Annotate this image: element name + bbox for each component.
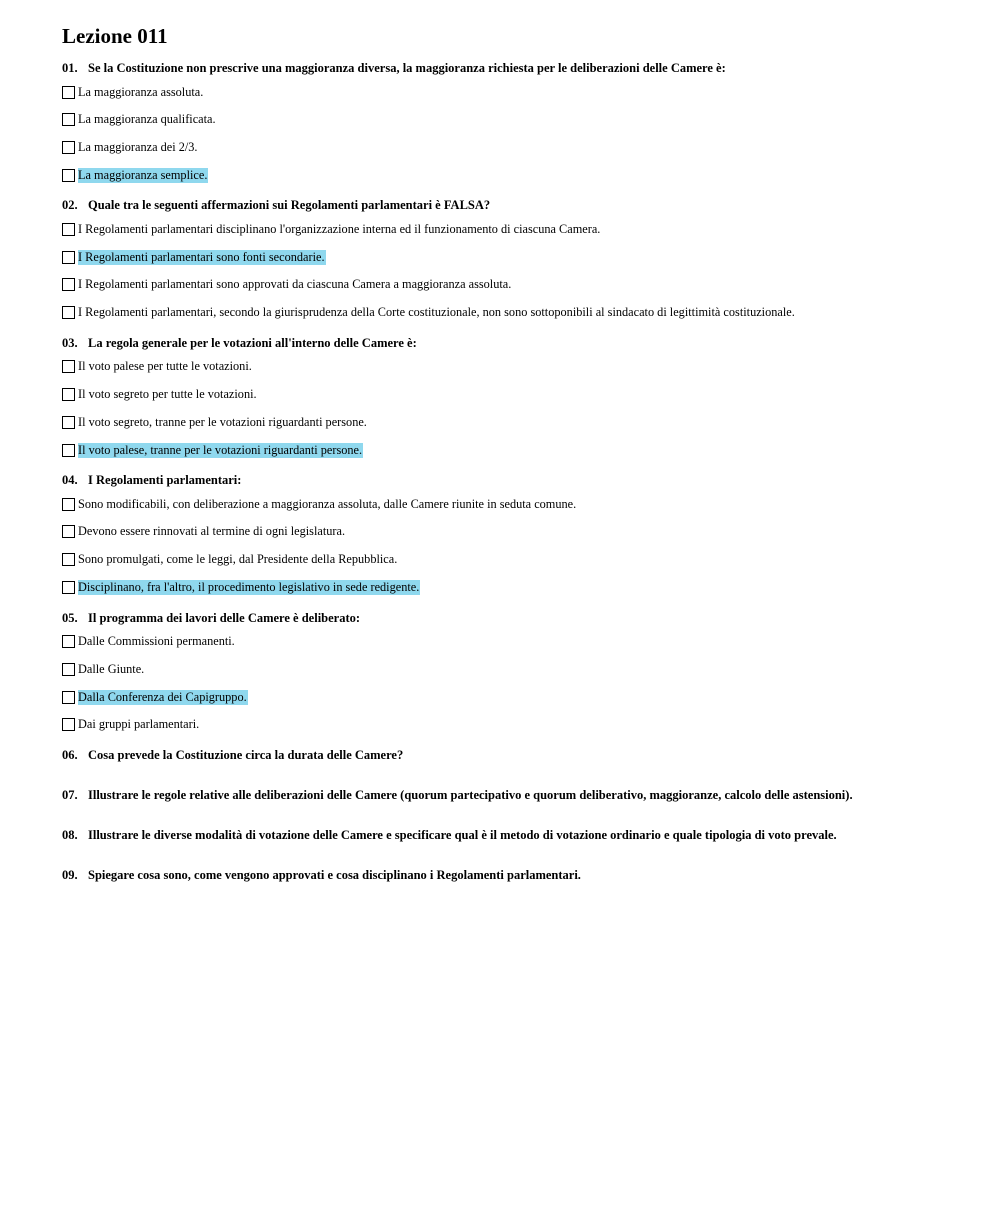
option-text: I Regolamenti parlamentari sono approvati da ciascuna Camera a maggioranza assoluta. bbox=[78, 277, 512, 292]
question-number: 06. bbox=[62, 747, 78, 762]
option-text: Sono modificabili, con deliberazione a maggioranza assoluta, dalle Camere riunite in seduta comune. bbox=[78, 496, 577, 511]
option-text: I Regolamenti parlamentari disciplinano l'organizzazione interna ed il funzionamento di ciascuna Camera. bbox=[78, 221, 601, 236]
question-number: 04. bbox=[62, 473, 78, 488]
checkbox[interactable] bbox=[62, 141, 75, 154]
checkbox[interactable] bbox=[62, 113, 75, 126]
checkbox[interactable] bbox=[62, 635, 75, 648]
answer-option[interactable] bbox=[62, 167, 962, 183]
question-05 bbox=[62, 610, 962, 733]
option-text: Devono essere rinnovati al termine di ogni legislatura. bbox=[78, 524, 346, 539]
question-heading bbox=[62, 610, 962, 626]
question-01 bbox=[62, 60, 962, 183]
question-03 bbox=[62, 335, 962, 458]
option-text: Dai gruppi parlamentari. bbox=[78, 717, 200, 732]
checkbox[interactable] bbox=[62, 251, 75, 264]
checkbox[interactable] bbox=[62, 498, 75, 511]
checkbox[interactable] bbox=[62, 553, 75, 566]
answer-option[interactable] bbox=[62, 305, 962, 321]
option-text: Il voto segreto, tranne per le votazioni riguardanti persone. bbox=[78, 414, 367, 429]
question-number: 07. bbox=[62, 787, 78, 802]
question-text: Se la Costituzione non prescrive una maggioranza diversa, la maggioranza richiesta per le deliberazioni delle Camere è: bbox=[88, 61, 726, 75]
question-heading bbox=[62, 335, 962, 351]
checkbox[interactable] bbox=[62, 86, 75, 99]
answer-option[interactable] bbox=[62, 661, 962, 677]
checkbox[interactable] bbox=[62, 360, 75, 373]
option-text: Dalla Conferenza dei Capigruppo. bbox=[78, 689, 247, 704]
answer-option[interactable] bbox=[62, 112, 962, 128]
answer-option[interactable] bbox=[62, 414, 962, 430]
document-page bbox=[62, 22, 962, 907]
answer-option[interactable] bbox=[62, 140, 962, 156]
question-heading bbox=[62, 60, 962, 76]
answer-option[interactable] bbox=[62, 442, 962, 458]
answer-option[interactable] bbox=[62, 552, 962, 568]
checkbox[interactable] bbox=[62, 388, 75, 401]
answer-option[interactable] bbox=[62, 689, 962, 705]
option-text: Il voto segreto per tutte le votazioni. bbox=[78, 387, 257, 402]
option-text: La maggioranza assoluta. bbox=[78, 84, 204, 99]
question-text: Quale tra le seguenti affermazioni sui Regolamenti parlamentari è FALSA? bbox=[88, 198, 491, 213]
checkbox[interactable] bbox=[62, 581, 75, 594]
checkbox[interactable] bbox=[62, 525, 75, 538]
option-text: La maggioranza qualificata. bbox=[78, 112, 216, 127]
answer-option[interactable] bbox=[62, 524, 962, 540]
answer-option[interactable] bbox=[62, 221, 962, 237]
question-text: La regola generale per le votazioni all'interno delle Camere è: bbox=[88, 335, 417, 350]
option-text: I Regolamenti parlamentari, secondo la giurisprudenza della Corte costituzionale, non sono sottoponibili al sindacato di legittimità costituzionale. bbox=[78, 305, 795, 320]
answer-option[interactable] bbox=[62, 496, 962, 512]
option-text: I Regolamenti parlamentari sono fonti secondarie. bbox=[78, 249, 325, 264]
checkbox[interactable] bbox=[62, 663, 75, 676]
answer-option[interactable] bbox=[62, 277, 962, 293]
question-heading bbox=[62, 472, 962, 488]
question-number: 03. bbox=[62, 335, 78, 350]
question-02 bbox=[62, 197, 962, 320]
option-text: Sono promulgati, come le leggi, dal Presidente della Repubblica. bbox=[78, 552, 398, 567]
checkbox[interactable] bbox=[62, 444, 75, 457]
answer-option[interactable] bbox=[62, 387, 962, 403]
option-text: Dalle Giunte. bbox=[78, 661, 145, 676]
checkbox[interactable] bbox=[62, 223, 75, 236]
question-text: Illustrare le regole relative alle deliberazioni delle Camere (quorum partecipativo e quorum deliberativo, maggioranze, calcolo delle astensioni). bbox=[88, 787, 853, 802]
open-question-07 bbox=[62, 787, 962, 803]
question-text: Il programma dei lavori delle Camere è deliberato: bbox=[88, 610, 361, 625]
question-text: Cosa prevede la Costituzione circa la durata delle Camere? bbox=[88, 747, 404, 762]
checkbox[interactable] bbox=[62, 169, 75, 182]
open-question-09 bbox=[62, 867, 962, 883]
option-text: La maggioranza dei 2/3. bbox=[78, 140, 198, 155]
option-text: Il voto palese, tranne per le votazioni riguardanti persone. bbox=[78, 442, 363, 457]
answer-option[interactable] bbox=[62, 580, 962, 596]
question-text: I Regolamenti parlamentari: bbox=[88, 473, 242, 488]
checkbox[interactable] bbox=[62, 718, 75, 731]
option-text: Il voto palese per tutte le votazioni. bbox=[78, 359, 252, 374]
option-text: Disciplinano, fra l'altro, il procedimento legislativo in sede redigente. bbox=[78, 580, 420, 595]
question-text: Illustrare le diverse modalità di votazione delle Camere e specificare qual è il metodo di votazione ordinario e quale tipologia di voto prevale. bbox=[88, 827, 837, 842]
answer-option[interactable] bbox=[62, 717, 962, 733]
question-number: 01. bbox=[62, 61, 78, 75]
question-text: Spiegare cosa sono, come vengono approvati e cosa disciplinano i Regolamenti parlamentari. bbox=[88, 867, 581, 882]
question-number: 09. bbox=[62, 867, 78, 882]
option-text: Dalle Commissioni permanenti. bbox=[78, 634, 235, 649]
checkbox[interactable] bbox=[62, 278, 75, 291]
open-question-08 bbox=[62, 827, 962, 843]
answer-option[interactable] bbox=[62, 249, 962, 265]
checkbox[interactable] bbox=[62, 416, 75, 429]
checkbox[interactable] bbox=[62, 306, 75, 319]
checkbox[interactable] bbox=[62, 691, 75, 704]
answer-option[interactable] bbox=[62, 634, 962, 650]
question-04 bbox=[62, 472, 962, 595]
page-title: Lezione 011 bbox=[62, 24, 168, 48]
open-question-06 bbox=[62, 747, 962, 763]
answer-option[interactable] bbox=[62, 84, 962, 100]
answer-option[interactable] bbox=[62, 359, 962, 375]
question-number: 08. bbox=[62, 827, 78, 842]
question-number: 02. bbox=[62, 198, 78, 213]
question-heading bbox=[62, 197, 962, 213]
question-number: 05. bbox=[62, 610, 78, 625]
option-text: La maggioranza semplice. bbox=[78, 167, 208, 182]
